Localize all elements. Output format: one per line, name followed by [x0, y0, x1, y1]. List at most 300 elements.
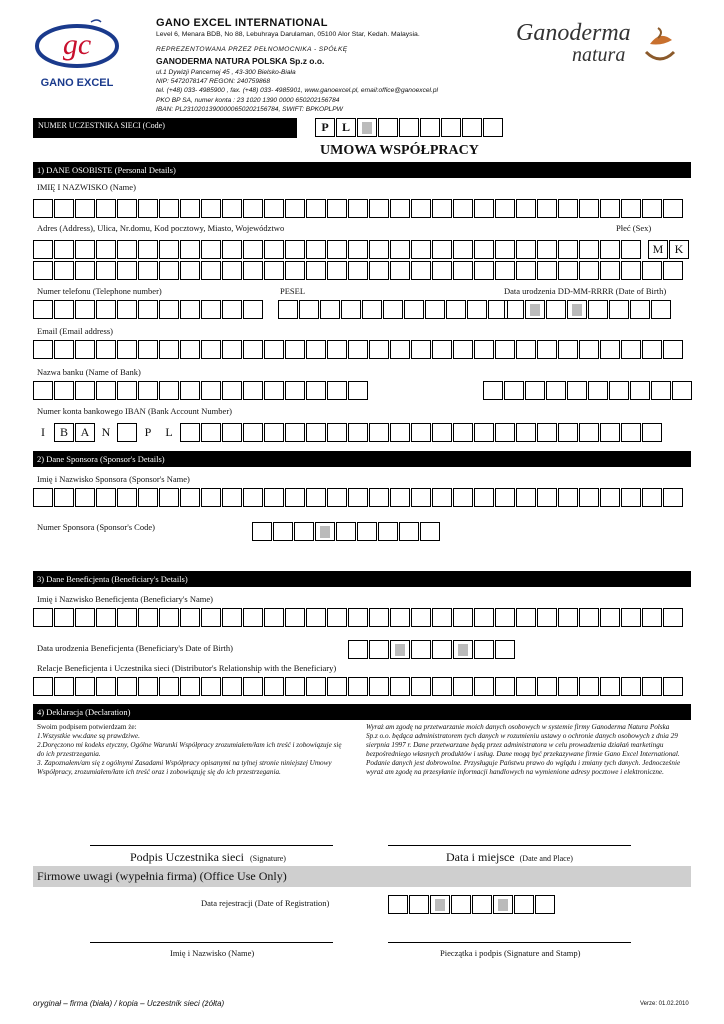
input-cell[interactable]: [33, 199, 53, 218]
input-cell[interactable]: [348, 199, 368, 218]
input-cell[interactable]: [138, 608, 158, 627]
input-cell[interactable]: [567, 300, 587, 319]
input-cell[interactable]: [558, 240, 578, 259]
input-cell[interactable]: [378, 522, 398, 541]
input-cell[interactable]: [33, 381, 53, 400]
input-cell[interactable]: [285, 488, 305, 507]
input-cell[interactable]: [474, 199, 494, 218]
input-cell[interactable]: [243, 261, 263, 280]
member-signature-line[interactable]: [90, 845, 333, 846]
input-cell[interactable]: [75, 488, 95, 507]
input-cell[interactable]: [243, 423, 263, 442]
input-cell[interactable]: [33, 240, 53, 259]
input-cell[interactable]: [483, 381, 503, 400]
input-cell[interactable]: [579, 261, 599, 280]
input-cell[interactable]: [546, 300, 566, 319]
input-cell[interactable]: [348, 261, 368, 280]
input-cell[interactable]: [390, 261, 410, 280]
input-cell[interactable]: [54, 199, 74, 218]
input-cell[interactable]: [453, 340, 473, 359]
input-cell[interactable]: [180, 300, 200, 319]
code-cell[interactable]: [483, 118, 503, 137]
input-cell[interactable]: [369, 261, 389, 280]
input-cell[interactable]: [327, 240, 347, 259]
input-cell[interactable]: [390, 199, 410, 218]
input-cell[interactable]: [579, 199, 599, 218]
input-cell[interactable]: [388, 895, 408, 914]
input-cell[interactable]: [663, 608, 683, 627]
input-cell[interactable]: [474, 340, 494, 359]
input-cell[interactable]: [467, 300, 487, 319]
input-cell[interactable]: [642, 423, 662, 442]
input-cell[interactable]: [180, 488, 200, 507]
input-cell[interactable]: [369, 640, 389, 659]
input-cell[interactable]: [117, 261, 137, 280]
input-cell[interactable]: [315, 522, 335, 541]
input-cell[interactable]: [453, 608, 473, 627]
input-cell[interactable]: [294, 522, 314, 541]
input-cell[interactable]: [453, 240, 473, 259]
input-cell[interactable]: [369, 488, 389, 507]
input-cell[interactable]: [453, 423, 473, 442]
input-cell[interactable]: [430, 895, 450, 914]
input-cell[interactable]: [327, 340, 347, 359]
input-cell[interactable]: [299, 300, 319, 319]
input-cell[interactable]: [642, 677, 662, 696]
input-cell[interactable]: [621, 488, 641, 507]
input-cell[interactable]: [495, 608, 515, 627]
input-cell[interactable]: [264, 488, 284, 507]
input-cell[interactable]: [201, 381, 221, 400]
input-cell[interactable]: [159, 261, 179, 280]
input-cell[interactable]: [327, 199, 347, 218]
input-cell[interactable]: [516, 240, 536, 259]
input-cell[interactable]: [222, 199, 242, 218]
input-cell[interactable]: [663, 199, 683, 218]
input-cell[interactable]: [411, 608, 431, 627]
input-cell[interactable]: [600, 488, 620, 507]
input-cell[interactable]: [409, 895, 429, 914]
code-cell[interactable]: [441, 118, 461, 137]
input-cell[interactable]: [495, 240, 515, 259]
input-cell[interactable]: [54, 240, 74, 259]
input-cell[interactable]: [474, 677, 494, 696]
input-cell[interactable]: [222, 381, 242, 400]
office-name-line[interactable]: [90, 942, 333, 943]
input-cell[interactable]: [516, 199, 536, 218]
input-cell[interactable]: [651, 300, 671, 319]
input-cell[interactable]: [537, 608, 557, 627]
input-cell[interactable]: [411, 488, 431, 507]
input-cell[interactable]: [579, 240, 599, 259]
input-cell[interactable]: [201, 261, 221, 280]
input-cell[interactable]: [278, 300, 298, 319]
input-cell[interactable]: [222, 261, 242, 280]
input-cell[interactable]: [495, 199, 515, 218]
input-cell[interactable]: [180, 677, 200, 696]
input-cell[interactable]: [159, 199, 179, 218]
input-cell[interactable]: [663, 677, 683, 696]
input-cell[interactable]: [558, 488, 578, 507]
input-cell[interactable]: [537, 677, 557, 696]
input-cell[interactable]: [341, 300, 361, 319]
input-cell[interactable]: [516, 340, 536, 359]
office-stamp-line[interactable]: [388, 942, 631, 943]
input-cell[interactable]: [201, 608, 221, 627]
input-cell[interactable]: [525, 300, 545, 319]
input-cell[interactable]: [579, 608, 599, 627]
input-cell[interactable]: [306, 677, 326, 696]
input-cell[interactable]: [201, 423, 221, 442]
input-cell[interactable]: [348, 608, 368, 627]
input-cell[interactable]: [138, 261, 158, 280]
input-cell[interactable]: [579, 423, 599, 442]
input-cell[interactable]: [453, 488, 473, 507]
input-cell[interactable]: [411, 261, 431, 280]
input-cell[interactable]: [348, 423, 368, 442]
input-cell[interactable]: [117, 488, 137, 507]
input-cell[interactable]: [33, 488, 53, 507]
input-cell[interactable]: [180, 240, 200, 259]
input-cell[interactable]: [201, 240, 221, 259]
input-cell[interactable]: [327, 261, 347, 280]
input-cell[interactable]: [390, 488, 410, 507]
input-cell[interactable]: [96, 677, 116, 696]
input-cell[interactable]: [411, 640, 431, 659]
input-cell[interactable]: [404, 300, 424, 319]
input-cell[interactable]: [558, 340, 578, 359]
input-cell[interactable]: [243, 677, 263, 696]
input-cell[interactable]: [243, 381, 263, 400]
input-cell[interactable]: [222, 677, 242, 696]
input-cell[interactable]: [159, 488, 179, 507]
input-cell[interactable]: [474, 488, 494, 507]
input-cell[interactable]: [516, 261, 536, 280]
input-cell[interactable]: [327, 677, 347, 696]
input-cell[interactable]: [651, 381, 671, 400]
input-cell[interactable]: [432, 488, 452, 507]
input-cell[interactable]: [264, 340, 284, 359]
input-cell[interactable]: [222, 300, 242, 319]
input-cell[interactable]: [514, 895, 534, 914]
input-cell[interactable]: [285, 340, 305, 359]
input-cell[interactable]: [425, 300, 445, 319]
input-cell[interactable]: [273, 522, 293, 541]
input-cell[interactable]: [117, 240, 137, 259]
input-cell[interactable]: [432, 608, 452, 627]
input-cell[interactable]: [642, 199, 662, 218]
input-cell[interactable]: [411, 423, 431, 442]
input-cell[interactable]: [390, 240, 410, 259]
input-cell[interactable]: [159, 340, 179, 359]
input-cell[interactable]: [642, 340, 662, 359]
input-cell[interactable]: [201, 488, 221, 507]
input-cell[interactable]: [504, 381, 524, 400]
input-cell[interactable]: [446, 300, 466, 319]
input-cell[interactable]: [493, 895, 513, 914]
input-cell[interactable]: [399, 522, 419, 541]
input-cell[interactable]: [348, 640, 368, 659]
input-cell[interactable]: [54, 677, 74, 696]
input-cell[interactable]: [243, 340, 263, 359]
input-cell[interactable]: [96, 240, 116, 259]
input-cell[interactable]: [390, 423, 410, 442]
input-cell[interactable]: [600, 423, 620, 442]
input-cell[interactable]: [504, 300, 524, 319]
input-cell[interactable]: [362, 300, 382, 319]
input-cell[interactable]: [33, 608, 53, 627]
input-cell[interactable]: [411, 340, 431, 359]
input-cell[interactable]: [75, 677, 95, 696]
input-cell[interactable]: [138, 199, 158, 218]
input-cell[interactable]: [558, 199, 578, 218]
input-cell[interactable]: [600, 199, 620, 218]
input-cell[interactable]: [222, 240, 242, 259]
input-cell[interactable]: [264, 677, 284, 696]
input-cell[interactable]: [306, 608, 326, 627]
input-cell[interactable]: [159, 677, 179, 696]
input-cell[interactable]: [390, 608, 410, 627]
input-cell[interactable]: [33, 261, 53, 280]
input-cell[interactable]: [180, 261, 200, 280]
input-cell[interactable]: [117, 423, 137, 442]
input-cell[interactable]: [642, 261, 662, 280]
input-cell[interactable]: [180, 199, 200, 218]
input-cell[interactable]: [348, 381, 368, 400]
input-cell[interactable]: [117, 199, 137, 218]
input-cell[interactable]: [567, 381, 587, 400]
input-cell[interactable]: [558, 261, 578, 280]
input-cell[interactable]: [320, 300, 340, 319]
input-cell[interactable]: [54, 261, 74, 280]
input-cell[interactable]: [369, 240, 389, 259]
input-cell[interactable]: [75, 240, 95, 259]
input-cell[interactable]: [579, 488, 599, 507]
input-cell[interactable]: [537, 261, 557, 280]
input-cell[interactable]: [180, 423, 200, 442]
input-cell[interactable]: [159, 240, 179, 259]
input-cell[interactable]: [630, 381, 650, 400]
input-cell[interactable]: [609, 381, 629, 400]
input-cell[interactable]: [600, 340, 620, 359]
input-cell[interactable]: [537, 199, 557, 218]
input-cell[interactable]: [54, 300, 74, 319]
input-cell[interactable]: [285, 423, 305, 442]
input-cell[interactable]: [138, 300, 158, 319]
input-cell[interactable]: [54, 608, 74, 627]
input-cell[interactable]: [222, 423, 242, 442]
input-cell[interactable]: [621, 240, 641, 259]
input-cell[interactable]: [663, 340, 683, 359]
input-cell[interactable]: [369, 340, 389, 359]
input-cell[interactable]: [201, 300, 221, 319]
input-cell[interactable]: [201, 199, 221, 218]
input-cell[interactable]: [264, 240, 284, 259]
input-cell[interactable]: [180, 340, 200, 359]
input-cell[interactable]: [600, 240, 620, 259]
input-cell[interactable]: [453, 677, 473, 696]
input-cell[interactable]: [138, 240, 158, 259]
input-cell[interactable]: [516, 677, 536, 696]
input-cell[interactable]: [75, 381, 95, 400]
code-cell[interactable]: [462, 118, 482, 137]
input-cell[interactable]: [588, 300, 608, 319]
input-cell[interactable]: [600, 608, 620, 627]
input-cell[interactable]: [33, 677, 53, 696]
code-cell[interactable]: [378, 118, 398, 137]
input-cell[interactable]: [495, 488, 515, 507]
input-cell[interactable]: [327, 381, 347, 400]
input-cell[interactable]: [546, 381, 566, 400]
input-cell[interactable]: [159, 381, 179, 400]
input-cell[interactable]: [33, 340, 53, 359]
input-cell[interactable]: [96, 381, 116, 400]
input-cell[interactable]: [222, 488, 242, 507]
input-cell[interactable]: [117, 340, 137, 359]
code-cell[interactable]: [357, 118, 377, 137]
input-cell[interactable]: [96, 300, 116, 319]
input-cell[interactable]: [117, 677, 137, 696]
input-cell[interactable]: [369, 677, 389, 696]
input-cell[interactable]: [432, 677, 452, 696]
input-cell[interactable]: [411, 240, 431, 259]
input-cell[interactable]: [75, 608, 95, 627]
input-cell[interactable]: [33, 300, 53, 319]
input-cell[interactable]: [75, 300, 95, 319]
input-cell[interactable]: [117, 300, 137, 319]
input-cell[interactable]: [621, 199, 641, 218]
input-cell[interactable]: [357, 522, 377, 541]
input-cell[interactable]: [138, 381, 158, 400]
input-cell[interactable]: [579, 340, 599, 359]
input-cell[interactable]: [621, 261, 641, 280]
input-cell[interactable]: [495, 640, 515, 659]
input-cell[interactable]: [451, 895, 471, 914]
input-cell[interactable]: [327, 423, 347, 442]
input-cell[interactable]: [600, 677, 620, 696]
input-cell[interactable]: [264, 199, 284, 218]
input-cell[interactable]: [243, 608, 263, 627]
input-cell[interactable]: [54, 381, 74, 400]
input-cell[interactable]: [588, 381, 608, 400]
input-cell[interactable]: [432, 261, 452, 280]
input-cell[interactable]: [537, 240, 557, 259]
input-cell[interactable]: [348, 240, 368, 259]
input-cell[interactable]: [306, 199, 326, 218]
input-cell[interactable]: [411, 677, 431, 696]
input-cell[interactable]: [75, 261, 95, 280]
input-cell[interactable]: [642, 488, 662, 507]
input-cell[interactable]: [432, 423, 452, 442]
input-cell[interactable]: [525, 381, 545, 400]
input-cell[interactable]: [348, 340, 368, 359]
input-cell[interactable]: [621, 423, 641, 442]
input-cell[interactable]: [243, 240, 263, 259]
input-cell[interactable]: [516, 608, 536, 627]
input-cell[interactable]: [474, 240, 494, 259]
input-cell[interactable]: [117, 608, 137, 627]
input-cell[interactable]: [495, 340, 515, 359]
input-cell[interactable]: [432, 240, 452, 259]
input-cell[interactable]: [306, 381, 326, 400]
input-cell[interactable]: [264, 381, 284, 400]
input-cell[interactable]: [537, 340, 557, 359]
input-cell[interactable]: [285, 381, 305, 400]
input-cell[interactable]: [537, 423, 557, 442]
input-cell[interactable]: [264, 608, 284, 627]
input-cell[interactable]: [180, 381, 200, 400]
input-cell[interactable]: [432, 340, 452, 359]
input-cell[interactable]: [75, 340, 95, 359]
input-cell[interactable]: [474, 640, 494, 659]
input-cell[interactable]: [285, 608, 305, 627]
input-cell[interactable]: [96, 488, 116, 507]
input-cell[interactable]: [453, 199, 473, 218]
input-cell[interactable]: [252, 522, 272, 541]
input-cell[interactable]: [672, 381, 692, 400]
input-cell[interactable]: [348, 488, 368, 507]
input-cell[interactable]: [474, 423, 494, 442]
input-cell[interactable]: [243, 300, 263, 319]
input-cell[interactable]: [159, 300, 179, 319]
input-cell[interactable]: [600, 261, 620, 280]
code-cell[interactable]: [399, 118, 419, 137]
input-cell[interactable]: [558, 677, 578, 696]
input-cell[interactable]: [369, 423, 389, 442]
input-cell[interactable]: [621, 340, 641, 359]
input-cell[interactable]: [516, 488, 536, 507]
input-cell[interactable]: [663, 261, 683, 280]
input-cell[interactable]: [138, 340, 158, 359]
input-cell[interactable]: [390, 677, 410, 696]
input-cell[interactable]: [285, 677, 305, 696]
input-cell[interactable]: [306, 423, 326, 442]
input-cell[interactable]: [453, 640, 473, 659]
input-cell[interactable]: [336, 522, 356, 541]
input-cell[interactable]: [474, 608, 494, 627]
input-cell[interactable]: [558, 423, 578, 442]
input-cell[interactable]: [75, 199, 95, 218]
input-cell[interactable]: [621, 608, 641, 627]
input-cell[interactable]: [432, 640, 452, 659]
input-cell[interactable]: [180, 608, 200, 627]
input-cell[interactable]: [243, 199, 263, 218]
input-cell[interactable]: [383, 300, 403, 319]
input-cell[interactable]: [609, 300, 629, 319]
input-cell[interactable]: [285, 199, 305, 218]
input-cell[interactable]: [201, 340, 221, 359]
input-cell[interactable]: [579, 677, 599, 696]
input-cell[interactable]: [390, 640, 410, 659]
input-cell[interactable]: [222, 608, 242, 627]
input-cell[interactable]: [432, 199, 452, 218]
input-cell[interactable]: [411, 199, 431, 218]
date-place-line[interactable]: [388, 845, 631, 846]
input-cell[interactable]: [537, 488, 557, 507]
input-cell[interactable]: [630, 300, 650, 319]
input-cell[interactable]: [369, 199, 389, 218]
input-cell[interactable]: [285, 240, 305, 259]
input-cell[interactable]: [663, 488, 683, 507]
input-cell[interactable]: [327, 488, 347, 507]
input-cell[interactable]: [327, 608, 347, 627]
input-cell[interactable]: [159, 608, 179, 627]
input-cell[interactable]: [96, 261, 116, 280]
input-cell[interactable]: [558, 608, 578, 627]
input-cell[interactable]: [453, 261, 473, 280]
input-cell[interactable]: [306, 261, 326, 280]
input-cell[interactable]: [472, 895, 492, 914]
